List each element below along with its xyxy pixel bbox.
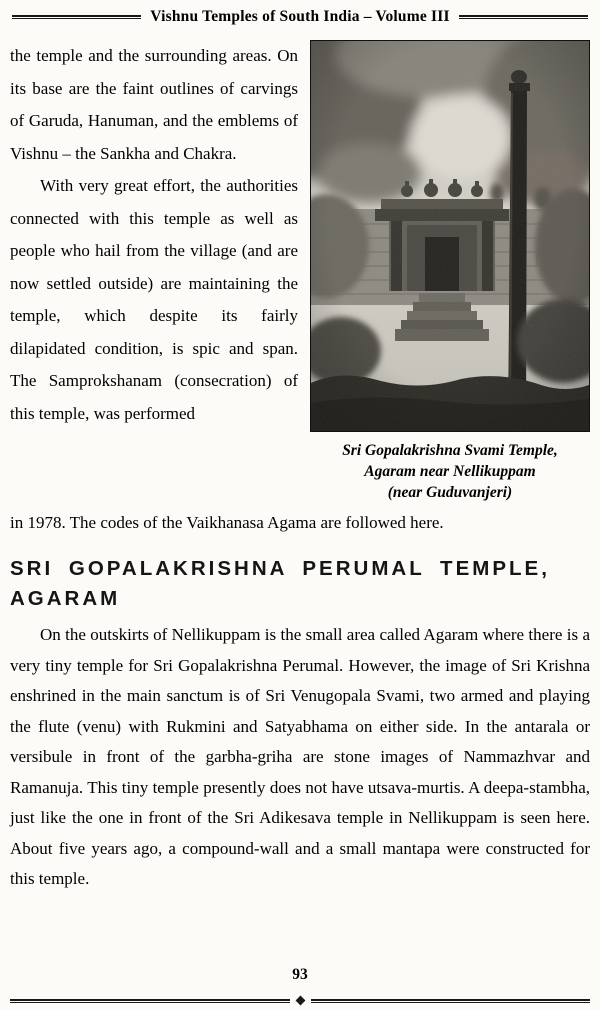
page-number: 93: [292, 966, 308, 983]
caption-line-3: (near Guduvanjeri): [387, 484, 513, 501]
temple-figure: [310, 40, 590, 503]
header-rule-right: [459, 15, 588, 19]
paragraph: With very great effort, the authorities connected with this temple as well as people who hail from the village (and are now settled outside) are maintaining the temple, which despite its fairly dilapidated condition, is spic and span. The Samprokshanam (consecration) of this temple, was performed: [10, 176, 298, 423]
footer-rule-left: [10, 999, 290, 1003]
photo-caption: [310, 440, 590, 503]
two-column-section: [10, 40, 590, 503]
header-rule-left: [12, 15, 141, 19]
paragraph-continued: the temple and the surrounding areas. On its base are the faint outlines of carvings of Garuda, Hanuman, and the emblems of Vishnu – the Sankha and Chakra.: [10, 46, 298, 163]
section-heading: [10, 554, 590, 614]
temple-photo: [310, 40, 590, 432]
footer-rule-right: [311, 999, 591, 1003]
paragraph-continuation: in 1978. The codes of the Vaikhanasa Agama are followed here.: [10, 513, 444, 532]
page-header: [12, 8, 588, 26]
section-body-paragraph: On the outskirts of Nellikuppam is the small area called Agaram where there is a very tiny temple for Sri Gopalakrishna Perumal. However, the image of Sri Krishna enshrined in the main sanctum is of Sri Venugopala Svami, two armed and playing the flute (venu) with Rukmini and Satyabhama on either side. In the antarala or versibule in front of the garbha-griha are stone images of Nammazhvar and Ramanuja. This tiny temple presently does not have utsava-murtis. A deepa-stambha, just like the one in front of the Sri Adikesava temple in Nellikuppam is seen here. About five years ago, a compound-wall and a small mantapa were constructed for this temple.: [10, 625, 590, 888]
page-footer: [10, 966, 590, 1004]
section-heading-line-1: SRI GOPALAKRISHNA PERUMAL TEMPLE,: [10, 557, 550, 580]
caption-line-1: Sri Gopalakrishna Svami Temple,: [342, 442, 558, 459]
temple-photo-illustration: [311, 41, 589, 431]
caption-line-2: Agaram near Nellikuppam: [364, 463, 536, 480]
footer-ornament: [295, 996, 305, 1006]
running-title: Vishnu Temples of South India – Volume III: [150, 8, 450, 25]
footer-rule: [10, 997, 590, 1004]
left-column: [10, 40, 298, 430]
section-heading-line-2: AGARAM: [10, 587, 121, 610]
